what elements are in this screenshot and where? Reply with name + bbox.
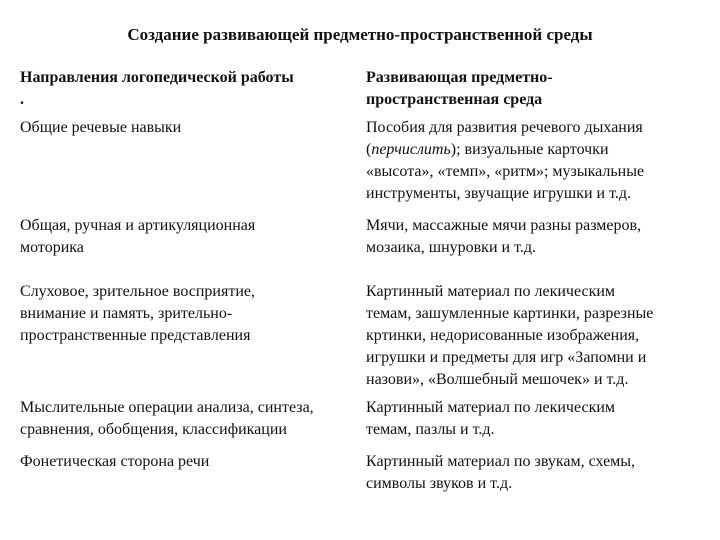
row-direction: Мыслительные операции анализа, синтеза, сравнения, обобщения, классификации (20, 399, 314, 438)
table-row (20, 281, 700, 391)
row-environment: Мячи, массажные мячи разны размеров, мозаика, шнуровки и т.д. (366, 217, 642, 256)
row-direction: Фонетическая сторона речи (20, 453, 210, 470)
row-environment-text: Пособия для развития речевого дыхания ( (366, 119, 643, 158)
table-row (20, 397, 700, 441)
row-direction: Слуховое, зрительное восприятие, внимание и память, зрительно- пространственные представления (20, 283, 255, 344)
table-header-row (20, 67, 700, 111)
row-environment: Картинный материал по звукам, схемы, символы звуков и т.д. (366, 453, 636, 492)
content-table (20, 67, 700, 495)
row-environment (366, 117, 700, 205)
row-direction: Общие речевые навыки (20, 119, 182, 136)
page-title: Создание развивающей предметно-пространственной среды (127, 25, 593, 44)
row-environment: Картинный материал по лекическим темам, зашумленные картинки, разрезные кртинки, недорисованные изображения, игрушки и предметы для игр «Запомни и назови», «Волшебный мешочек» и т.д. (366, 283, 654, 388)
table-row (20, 451, 700, 495)
row-environment: Картинный материал по лекическим темам, пазлы и т.д. (366, 399, 616, 438)
row-environment-italic: перчислить (371, 141, 451, 158)
row-direction: Общая, ручная и артикуляционная моторика (20, 217, 256, 256)
header-directions: Направления логопедической работы . (20, 69, 294, 108)
table-row (20, 215, 700, 281)
table-row (20, 117, 700, 205)
header-environment: Развивающая предметно- пространственная среда (366, 69, 553, 108)
row-environment-text: ); визуальные карточки «высота», «темп», «ритм»; музыкальные инструменты, звучащие игрушки и т.д. (366, 141, 645, 202)
